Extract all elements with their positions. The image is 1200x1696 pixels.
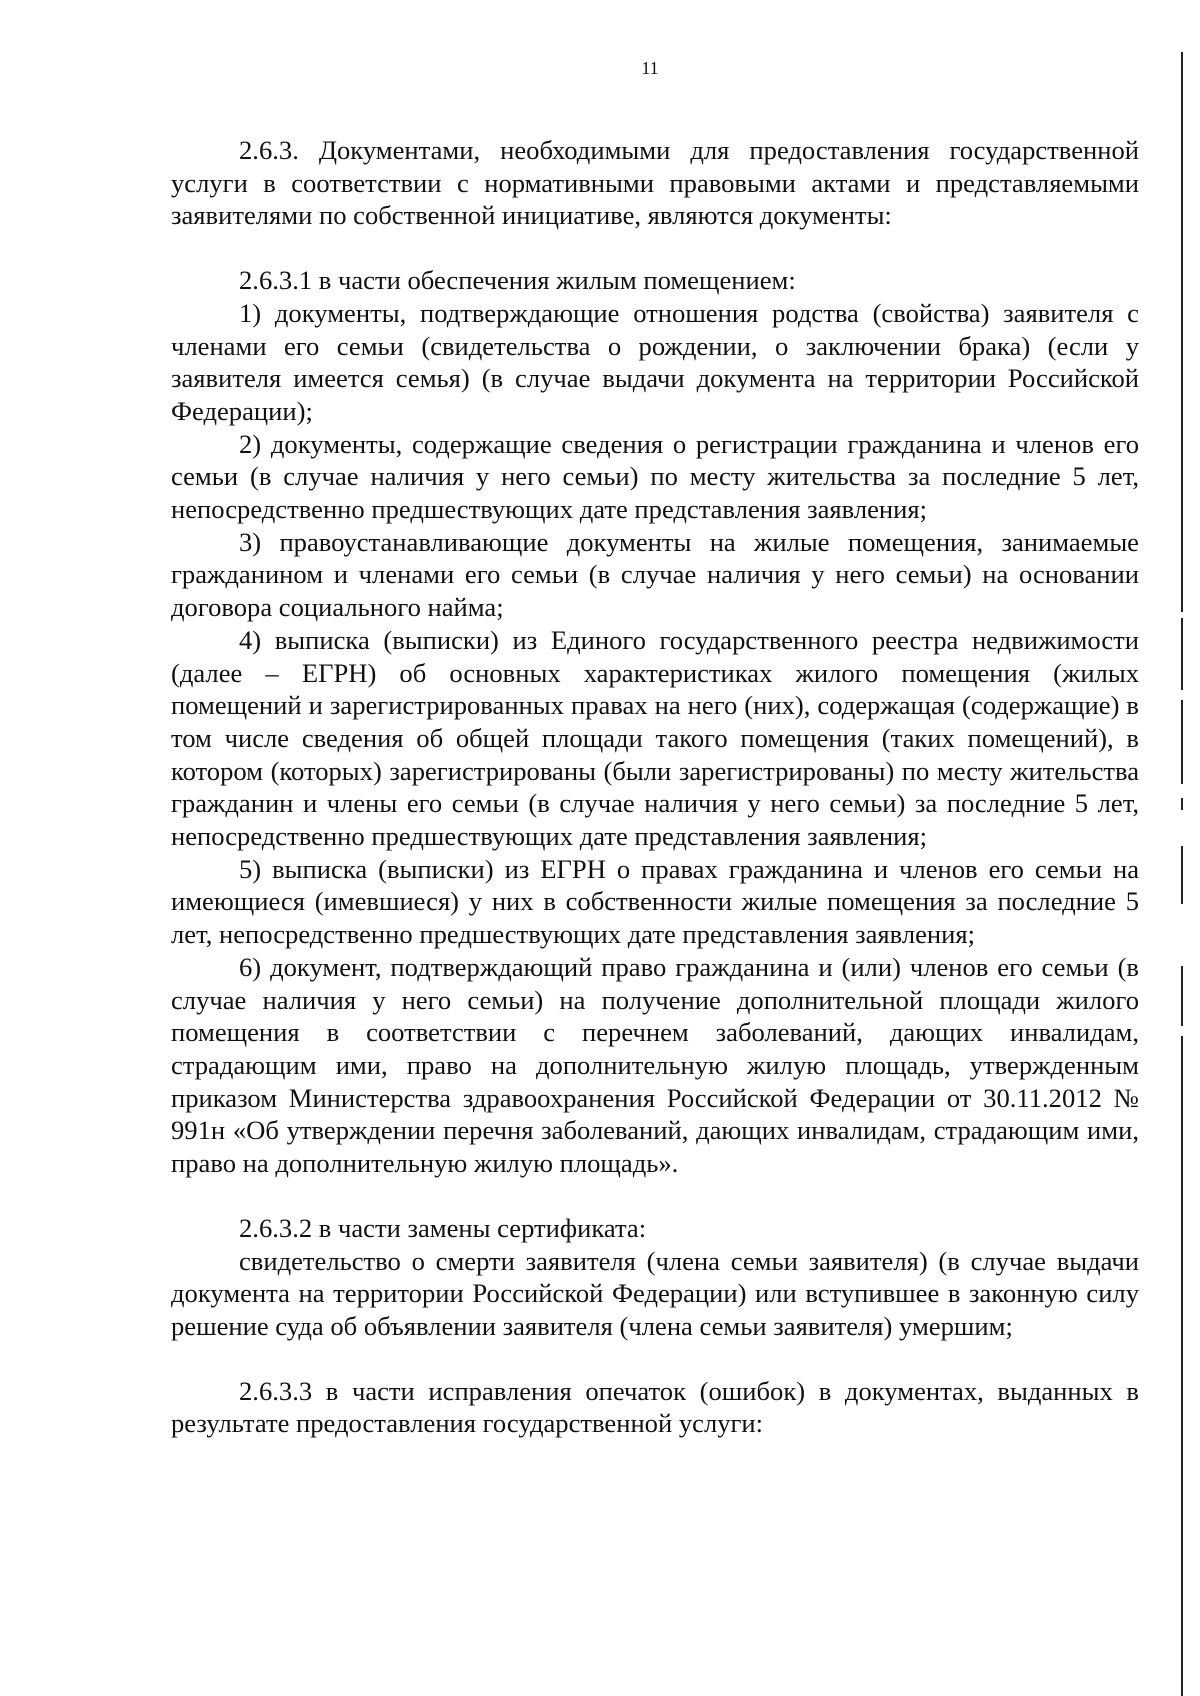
document-body bbox=[171, 134, 1139, 1440]
scan-edge-line bbox=[1181, 798, 1183, 810]
paragraph-death-certificate: свидетельство о смерти заявителя (члена семьи заявителя) (в случае выдачи документа на территории Российской Федерации) или вступившее в законную силу решение суда об объявлении заявителя (члена семьи заявителя) умершим; bbox=[171, 1245, 1139, 1341]
list-item-5: 5) выписка (выписки) из ЕГРН о правах гражданина и членов его семьи на имеющиеся (имевшиеся) у них в собственности жилые помещения за последние 5 лет, непосредственно предшествующих дате представления заявления; bbox=[171, 853, 1139, 950]
list-item-6: 6) документ, подтверждающий право гражданина и (или) членов его семьи (в случае наличия у него семьи) на получение дополнительной площади жилого помещения в соответствии с перечнем заболеваний, дающих инвалидам, страдающим ими, право на дополнительную жилую площадь, утвержденным приказом Министерства здравоохранения Российской Федерации от 30.11.2012 № 991н «Об утверждении перечня заболеваний, дающих инвалидам, страдающим ими, право на дополнительную жилую площадь». bbox=[171, 951, 1139, 1179]
subsection-heading-2-6-3-1: 2.6.3.1 в части обеспечения жилым помещением: bbox=[239, 265, 796, 296]
subsection-heading-2-6-3-2: 2.6.3.2 в части замены сертификата: bbox=[239, 1212, 647, 1243]
scan-edge-line bbox=[1181, 52, 1183, 612]
list-item-2: 2) документы, содержащие сведения о регистрации гражданина и членов его семьи (в случае наличия у него семьи) по месту жительства за последние 5 лет, непосредственно предшествующих дате представления заявления; bbox=[171, 428, 1139, 525]
scan-edge-line bbox=[1181, 618, 1183, 690]
scan-edge-line bbox=[1181, 846, 1183, 904]
scan-edge-line bbox=[1181, 966, 1183, 1026]
subsection-heading-2-6-3-3: 2.6.3.3 в части исправления опечаток (ошибок) в документах, выданных в результате предоставления государственной услуги: bbox=[171, 1375, 1139, 1439]
page-number: 11 bbox=[641, 58, 659, 78]
scan-edge-line bbox=[1181, 700, 1183, 784]
list-item-1: 1) документы, подтверждающие отношения родства (свойства) заявителя с членами его семьи (свидетельства о рождении, о заключении брака) (если у заявителя имеется семья) (в случае выдачи документа на территории Российской Федерации); bbox=[171, 297, 1139, 426]
scan-edge-line bbox=[1181, 1036, 1183, 1696]
list-item-4: 4) выписка (выписки) из Единого государственного реестра недвижимости (далее – ЕГРН) об основных характеристиках жилого помещения (жилых помещений и зарегистрированных правах на него (них), содержащая (содержащие) в том числе сведения об общей площади такого помещения (таких помещений), в котором (которых) зарегистрированы (были зарегистрированы) по месту жительства гражданин и члены его семьи (в случае наличия у него семьи) за последние 5 лет, непосредственно предшествующих дате представления заявления; bbox=[171, 624, 1139, 852]
paragraph-2-6-3: 2.6.3. Документами, необходимыми для предоставления государственной услуги в соответствии с нормативными правовыми актами и представляемыми заявителями по собственной инициативе, являются документы: bbox=[171, 135, 1139, 231]
list-item-3: 3) правоустанавливающие документы на жилые помещения, занимаемые гражданином и членами его семьи (в случае наличия у него семьи) на основании договора социального найма; bbox=[171, 526, 1139, 623]
